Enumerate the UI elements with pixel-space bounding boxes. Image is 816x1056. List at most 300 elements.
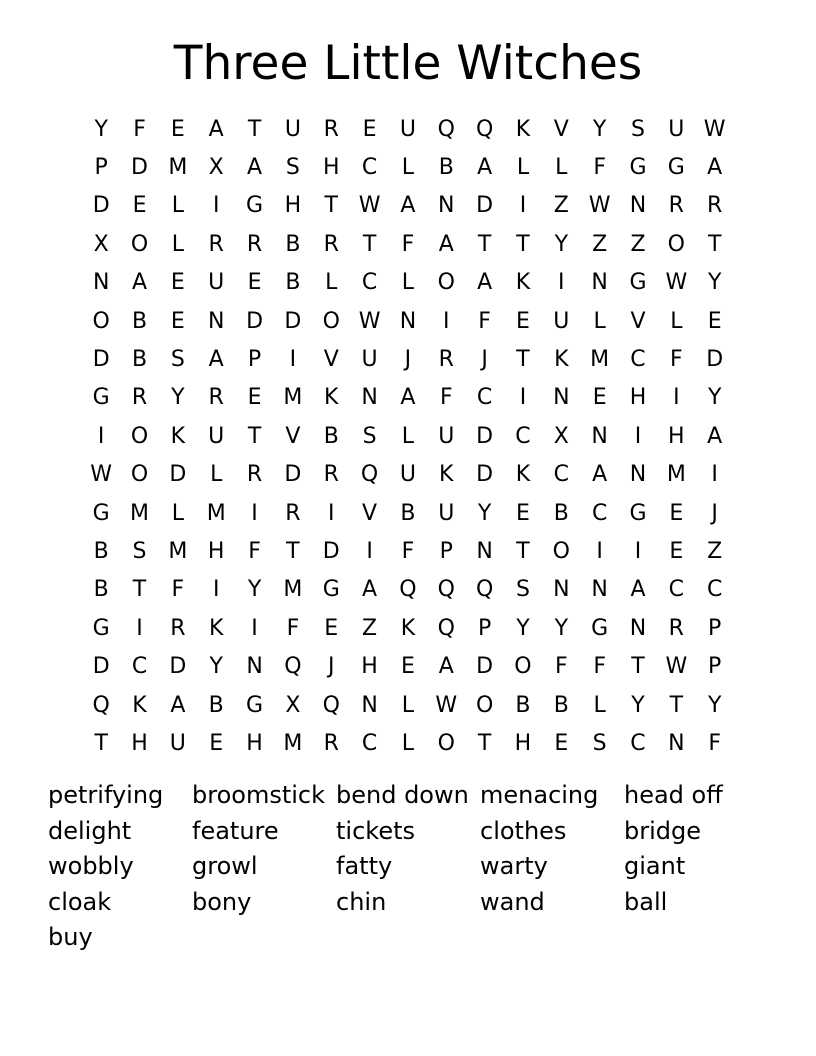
- grid-letter: T: [132, 577, 147, 603]
- grid-letter: U: [399, 462, 416, 488]
- grid-letter: M: [168, 538, 188, 564]
- grid-letter: L: [555, 155, 568, 181]
- grid-letter: A: [208, 347, 224, 373]
- grid-letter: Z: [362, 615, 378, 641]
- grid-letter: U: [208, 423, 225, 449]
- grid-letter: K: [170, 423, 186, 449]
- grid-letter: N: [399, 308, 417, 334]
- grid-letter: E: [362, 116, 377, 142]
- grid-letter: B: [323, 423, 339, 449]
- grid-letter: Q: [475, 577, 494, 603]
- grid-letter: T: [324, 193, 338, 219]
- grid-letter: D: [246, 308, 264, 334]
- grid-letter: O: [437, 730, 455, 756]
- grid-letter: C: [553, 462, 569, 488]
- word-list-row: [48, 920, 788, 956]
- grid-letter: I: [289, 347, 297, 373]
- word-list-item: cloak: [48, 887, 112, 916]
- grid-letter: H: [131, 730, 148, 756]
- grid-letter: T: [707, 231, 722, 257]
- grid-letter: F: [708, 730, 721, 756]
- grid-letter: E: [516, 308, 530, 334]
- grid-letter: X: [93, 231, 109, 257]
- grid-letter: M: [590, 347, 610, 373]
- grid-letter: O: [92, 308, 110, 334]
- grid-letter: R: [707, 193, 723, 219]
- grid-letter: N: [668, 730, 685, 756]
- grid-letter: G: [246, 193, 264, 219]
- grid-letter: M: [283, 385, 303, 411]
- word-list-item: petrifying: [48, 781, 164, 809]
- grid-letter: C: [668, 577, 685, 603]
- grid-letter: I: [443, 308, 450, 334]
- grid-letter: Q: [437, 615, 455, 641]
- grid-letter: T: [477, 231, 492, 257]
- grid-letter: I: [136, 615, 143, 641]
- grid-letter: D: [92, 654, 110, 680]
- grid-letter: E: [707, 308, 722, 334]
- grid-letter: I: [251, 500, 258, 526]
- grid-letter: D: [169, 462, 187, 488]
- grid-letter: X: [285, 692, 301, 718]
- grid-letter: P: [477, 615, 492, 641]
- grid-letter: D: [476, 193, 494, 219]
- grid-letter: K: [554, 347, 569, 373]
- grid-letter: V: [323, 347, 339, 373]
- grid-letter: N: [361, 692, 378, 718]
- grid-letter: K: [208, 615, 224, 641]
- grid-letter: N: [553, 385, 570, 411]
- grid-letter: Y: [707, 385, 722, 411]
- grid-letter: R: [285, 500, 301, 526]
- grid-letter: F: [401, 538, 415, 564]
- grid-letter: B: [515, 692, 531, 718]
- grid-letter: D: [476, 654, 494, 680]
- grid-letter: D: [284, 308, 302, 334]
- grid-letter: H: [514, 730, 532, 756]
- grid-letter: Y: [94, 116, 108, 142]
- grid-letter: Y: [209, 654, 223, 680]
- grid-letter: E: [554, 730, 569, 756]
- word-list-item: wobbly: [48, 852, 134, 881]
- grid-letter: W: [435, 692, 458, 718]
- grid-letter: K: [515, 270, 531, 296]
- grid-letter: S: [362, 423, 377, 449]
- word-list-item: ball: [624, 887, 668, 916]
- grid-letter: L: [325, 270, 338, 296]
- grid-letter: O: [130, 462, 149, 488]
- grid-letter: C: [591, 500, 608, 526]
- grid-letter: W: [665, 270, 688, 296]
- grid-letter: D: [476, 462, 494, 488]
- letter-grid: [82, 110, 734, 763]
- grid-letter: J: [481, 347, 488, 373]
- grid-letter: R: [170, 615, 186, 641]
- grid-letter: K: [324, 385, 339, 411]
- grid-letter: T: [516, 538, 530, 564]
- grid-letter: V: [362, 500, 378, 526]
- grid-letter: G: [92, 615, 110, 641]
- grid-letter: M: [283, 577, 303, 603]
- grid-letter: H: [284, 193, 302, 219]
- grid-letter: G: [92, 500, 110, 526]
- grid-letter: E: [669, 500, 684, 526]
- grid-letter: G: [591, 615, 609, 641]
- grid-letter: D: [169, 654, 187, 680]
- grid-letter: W: [358, 308, 381, 334]
- grid-letter: T: [94, 730, 108, 756]
- grid-letter: E: [400, 654, 415, 680]
- grid-letter: T: [516, 347, 530, 373]
- grid-letter: Q: [475, 116, 494, 142]
- grid-letter: N: [629, 193, 647, 219]
- grid-letter: N: [553, 577, 570, 603]
- grid-letter: W: [90, 462, 113, 488]
- grid-letter: N: [591, 423, 608, 449]
- grid-letter: Y: [707, 692, 722, 718]
- grid-letter: N: [207, 308, 225, 334]
- grid-letter: B: [285, 270, 301, 296]
- grid-letter: L: [670, 308, 683, 334]
- grid-letter: F: [593, 155, 606, 181]
- grid-letter: K: [400, 615, 416, 641]
- word-list-item: bend down: [336, 781, 469, 809]
- grid-letter: C: [706, 577, 723, 603]
- grid-letter: N: [591, 577, 608, 603]
- grid-letter: T: [631, 654, 645, 680]
- grid-letter: I: [519, 193, 527, 219]
- grid-letter: R: [323, 462, 339, 488]
- grid-letter: R: [208, 231, 224, 257]
- grid-letter: F: [670, 347, 683, 373]
- grid-letter: R: [668, 193, 684, 219]
- grid-row: [82, 225, 734, 263]
- grid-letter: I: [212, 577, 220, 603]
- grid-letter: Z: [707, 538, 723, 564]
- grid-letter: Y: [247, 577, 262, 603]
- grid-letter: D: [284, 462, 302, 488]
- grid-letter: Y: [554, 231, 569, 257]
- word-list-item: menacing: [480, 781, 599, 809]
- grid-letter: L: [401, 730, 415, 756]
- grid-letter: B: [285, 231, 301, 257]
- word-list: [48, 778, 788, 956]
- grid-letter: O: [514, 654, 532, 680]
- grid-letter: E: [170, 270, 185, 296]
- grid-letter: E: [170, 308, 185, 334]
- grid-letter: L: [401, 270, 415, 296]
- grid-letter: J: [711, 500, 718, 526]
- grid-letter: R: [323, 116, 339, 142]
- grid-letter: I: [634, 423, 642, 449]
- grid-letter: U: [553, 308, 570, 334]
- grid-letter: X: [208, 155, 224, 181]
- grid-letter: A: [707, 155, 723, 181]
- grid-row: [82, 110, 734, 148]
- word-list-item: warty: [480, 852, 548, 881]
- grid-letter: F: [554, 654, 568, 680]
- grid-letter: U: [668, 116, 685, 142]
- word-list-item: head off: [624, 781, 723, 809]
- grid-letter: E: [669, 538, 684, 564]
- word-list-item: delight: [48, 816, 132, 845]
- grid-letter: M: [168, 155, 188, 181]
- grid-letter: E: [132, 193, 147, 219]
- grid-letter: A: [707, 423, 723, 449]
- grid-letter: W: [358, 193, 381, 219]
- grid-letter: N: [591, 270, 608, 296]
- grid-letter: E: [247, 385, 262, 411]
- grid-letter: R: [668, 615, 684, 641]
- grid-letter: L: [401, 423, 415, 449]
- grid-letter: L: [171, 231, 184, 257]
- grid-letter: A: [400, 193, 416, 219]
- grid-letter: R: [438, 347, 454, 373]
- grid-letter: D: [476, 423, 494, 449]
- grid-letter: S: [170, 347, 185, 373]
- grid-letter: E: [592, 385, 607, 411]
- grid-letter: S: [631, 116, 645, 142]
- grid-letter: L: [210, 462, 223, 488]
- grid-letter: I: [711, 462, 718, 488]
- grid-letter: L: [593, 692, 606, 718]
- grid-letter: A: [438, 231, 454, 257]
- grid-letter: E: [209, 730, 224, 756]
- grid-letter: O: [667, 231, 685, 257]
- grid-letter: W: [588, 193, 611, 219]
- grid-letter: D: [131, 155, 148, 181]
- word-list-item: growl: [192, 852, 258, 881]
- grid-letter: I: [519, 385, 527, 411]
- grid-letter: O: [437, 270, 455, 296]
- grid-letter: W: [665, 654, 688, 680]
- grid-row: [82, 609, 734, 647]
- grid-letter: K: [515, 116, 531, 142]
- grid-letter: Q: [92, 692, 110, 718]
- grid-letter: Q: [437, 116, 455, 142]
- grid-letter: Q: [360, 462, 379, 488]
- grid-letter: L: [401, 155, 415, 181]
- grid-letter: C: [476, 385, 493, 411]
- grid-letter: L: [593, 308, 606, 334]
- grid-letter: F: [248, 538, 261, 564]
- grid-row: [82, 647, 734, 685]
- grid-letter: V: [553, 116, 569, 142]
- page-title: Three Little Witches: [173, 36, 643, 91]
- grid-letter: W: [703, 116, 726, 142]
- grid-letter: A: [592, 462, 608, 488]
- grid-letter: A: [438, 654, 454, 680]
- grid-letter: C: [515, 423, 531, 449]
- grid-letter: B: [131, 308, 148, 334]
- grid-letter: F: [286, 615, 300, 641]
- grid-letter: R: [323, 730, 339, 756]
- grid-letter: L: [516, 155, 530, 181]
- grid-letter: Y: [171, 385, 185, 411]
- grid-letter: F: [593, 654, 606, 680]
- grid-letter: I: [327, 500, 335, 526]
- grid-letter: A: [170, 692, 186, 718]
- grid-letter: T: [516, 231, 530, 257]
- grid-letter: G: [629, 500, 647, 526]
- grid-letter: F: [133, 116, 146, 142]
- grid-row: [82, 724, 734, 762]
- word-list-row: [48, 814, 788, 850]
- word-list-row: [48, 885, 788, 921]
- grid-letter: O: [552, 538, 570, 564]
- grid-letter: T: [286, 538, 300, 564]
- grid-letter: U: [361, 347, 378, 373]
- word-list-row: [48, 849, 788, 885]
- grid-letter: N: [361, 385, 378, 411]
- grid-letter: U: [169, 730, 186, 756]
- grid-letter: U: [399, 116, 416, 142]
- grid-letter: G: [92, 385, 110, 411]
- grid-letter: A: [477, 155, 493, 181]
- grid-letter: A: [362, 577, 378, 603]
- grid-letter: Z: [630, 231, 646, 257]
- grid-letter: M: [130, 500, 149, 526]
- word-list-item: wand: [480, 887, 545, 916]
- grid-letter: T: [247, 116, 262, 142]
- grid-letter: G: [246, 692, 264, 718]
- grid-letter: E: [170, 116, 185, 142]
- grid-letter: G: [629, 270, 647, 296]
- grid-letter: C: [630, 347, 646, 373]
- grid-letter: R: [323, 231, 339, 257]
- grid-letter: B: [553, 692, 569, 718]
- grid-letter: F: [478, 308, 491, 334]
- grid-letter: I: [558, 270, 565, 296]
- grid-letter: E: [516, 500, 530, 526]
- grid-letter: D: [322, 538, 340, 564]
- grid-letter: F: [401, 231, 415, 257]
- grid-letter: G: [629, 155, 647, 181]
- grid-letter: T: [362, 231, 377, 257]
- grid-letter: P: [708, 654, 722, 680]
- grid-letter: Y: [592, 116, 607, 142]
- grid-letter: N: [629, 615, 647, 641]
- grid-letter: I: [97, 423, 105, 449]
- grid-letter: E: [324, 615, 339, 641]
- grid-letter: S: [592, 730, 607, 756]
- grid-row: [82, 148, 734, 186]
- grid-letter: P: [247, 347, 262, 373]
- grid-row: [82, 456, 734, 494]
- grid-row: [82, 187, 734, 225]
- word-list-item: chin: [336, 887, 387, 916]
- grid-letter: I: [212, 193, 220, 219]
- word-list-item: buy: [48, 923, 93, 952]
- grid-letter: O: [130, 231, 149, 257]
- grid-letter: C: [361, 155, 378, 181]
- grid-row: [82, 340, 734, 378]
- grid-letter: N: [92, 270, 110, 296]
- grid-letter: A: [208, 116, 224, 142]
- grid-letter: Q: [284, 654, 302, 680]
- grid-row: [82, 494, 734, 532]
- grid-letter: Y: [516, 615, 530, 641]
- grid-letter: Y: [707, 270, 722, 296]
- grid-letter: A: [477, 270, 493, 296]
- word-list-item: giant: [624, 852, 686, 881]
- word-list-item: feature: [192, 816, 279, 845]
- word-list-item: broomstick: [192, 781, 325, 809]
- grid-letter: D: [92, 347, 110, 373]
- grid-letter: M: [206, 500, 226, 526]
- grid-letter: O: [322, 308, 340, 334]
- grid-letter: S: [132, 538, 147, 564]
- grid-letter: I: [634, 538, 642, 564]
- grid-letter: K: [439, 462, 454, 488]
- word-list-item: bony: [192, 887, 252, 916]
- grid-letter: N: [438, 193, 455, 219]
- grid-letter: H: [668, 423, 685, 449]
- grid-letter: T: [669, 692, 684, 718]
- grid-row: [82, 302, 734, 340]
- grid-letter: B: [131, 347, 148, 373]
- word-list-item: bridge: [624, 816, 702, 845]
- grid-letter: G: [322, 577, 340, 603]
- grid-letter: F: [171, 577, 185, 603]
- grid-letter: E: [247, 270, 262, 296]
- grid-letter: J: [404, 347, 412, 373]
- word-list-item: tickets: [336, 816, 415, 845]
- grid-letter: V: [630, 308, 646, 334]
- grid-letter: L: [401, 692, 415, 718]
- grid-letter: I: [673, 385, 680, 411]
- grid-letter: O: [130, 423, 149, 449]
- grid-letter: B: [93, 577, 109, 603]
- grid-letter: H: [629, 385, 647, 411]
- grid-letter: U: [284, 116, 301, 142]
- grid-letter: B: [438, 155, 454, 181]
- grid-letter: G: [667, 155, 685, 181]
- grid-letter: H: [207, 538, 225, 564]
- grid-letter: R: [131, 385, 148, 411]
- grid-letter: L: [171, 500, 184, 526]
- grid-letter: A: [630, 577, 646, 603]
- grid-letter: K: [132, 692, 147, 718]
- grid-letter: L: [171, 193, 184, 219]
- grid-letter: Y: [631, 692, 645, 718]
- grid-letter: Q: [322, 692, 340, 718]
- grid-letter: Y: [554, 615, 569, 641]
- grid-row: [82, 571, 734, 609]
- grid-letter: H: [246, 730, 263, 756]
- grid-letter: C: [361, 730, 378, 756]
- grid-letter: N: [246, 654, 263, 680]
- grid-letter: H: [322, 155, 340, 181]
- grid-letter: S: [515, 577, 530, 603]
- word-list-item: clothes: [480, 816, 567, 845]
- grid-letter: Z: [592, 231, 608, 257]
- grid-letter: Z: [553, 193, 569, 219]
- grid-letter: U: [438, 500, 455, 526]
- grid-letter: Q: [399, 577, 417, 603]
- grid-letter: A: [400, 385, 416, 411]
- grid-letter: F: [439, 385, 453, 411]
- grid-letter: M: [283, 730, 303, 756]
- grid-letter: H: [361, 654, 378, 680]
- grid-letter: I: [251, 615, 258, 641]
- grid-row: [82, 379, 734, 417]
- grid-letter: M: [666, 462, 686, 488]
- grid-letter: N: [476, 538, 493, 564]
- grid-row: [82, 686, 734, 724]
- grid-letter: X: [553, 423, 569, 449]
- grid-letter: D: [92, 193, 110, 219]
